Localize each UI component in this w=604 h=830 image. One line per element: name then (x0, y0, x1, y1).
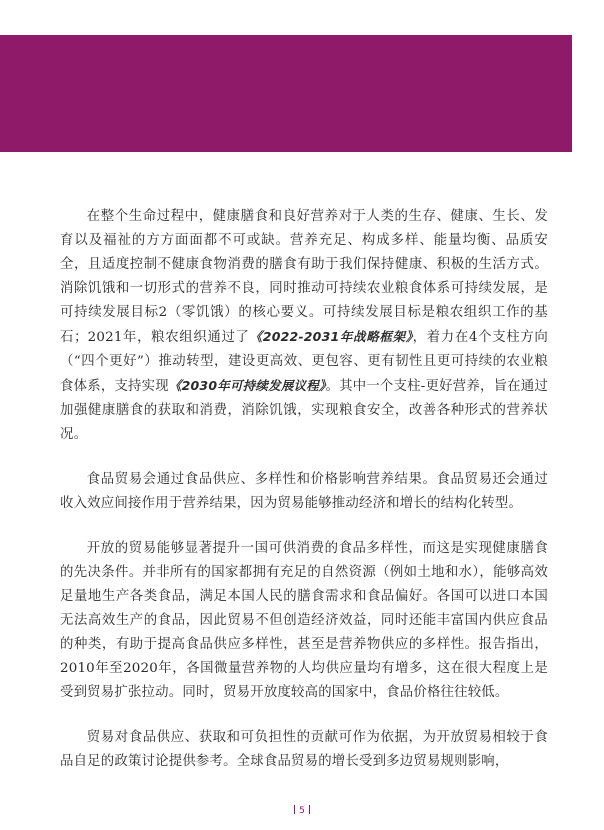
header-band (0, 35, 572, 152)
paragraph-1-text-c: 。其中一个支柱-更好营养，旨在通过加强健康膳食的获取和消费，消除饥饿，实现粮食安全，改善各种形式的营养状况。 (60, 379, 548, 442)
paragraph-3: 开放的贸易能够显著提升一国可供消费的食品多样性，而这是实现健康膳食的先决条件。并非所有的国家都拥有充足的自然资源（例如土地和水），能够高效足量地生产各类食品，满足本国人民的膳食需求和食品偏好。各国可以进口本国无法高效生产的食品，因此贸易不但创造经济效益，同时还能丰富国内供应食品的种类，有助于提高食品供应多样性，甚至是营养物供应的多样性。报告指出，2010年至2020年，各国微量营养物的人均供应量均有增多，这在很大程度上是受到贸易扩张拉动。同时，贸易开放度较高的国家中，食品价格往往较低。 (60, 541, 548, 700)
paragraph-1 (60, 205, 548, 447)
page-number-divider-left (294, 805, 295, 814)
page-number: 5 (299, 806, 305, 816)
paragraph-1-text-b: ，着力在4个支柱方向（“四个更好”）推动转型，建设更高效、更包容、更有韧性且更可持续的农业粮食体系，支持实现 (60, 330, 549, 394)
strategic-framework-title: 《2022-2031年战略框架》 (249, 329, 413, 344)
paragraph-1-text-a: 在整个生命过程中，健康膳食和良好营养对于人类的生存、健康、生长、发育以及福祉的方方面面都不可或缺。营养充足、构成多样、能量均衡、品质安全，且适度控制不健康食物消费的膳食有助于我们保持健康、积极的生活方式。消除饥饿和一切形式的营养不良，同时推动可持续农业粮食体系可持续发展，是可持续发展目标2（零饥饿）的核心要义。可持续发展目标是粮农组织工作的基石；2021年，粮农组织通过了 (60, 209, 548, 345)
body-text (60, 205, 548, 795)
page-footer (0, 805, 604, 816)
paragraph-4: 贸易对食品供应、获取和可负担性的贡献可作为依据，为开放贸易相较于食品自足的政策讨论提供参考。全球食品贸易的增长受到多边贸易规则影响， (60, 730, 548, 769)
paragraph-2: 食品贸易会通过食品供应、多样性和价格影响营养结果。食品贸易还会通过收入效应间接作用于营养结果，因为贸易能够推动经济和增长的结构化转型。 (60, 472, 548, 511)
page-number-divider-right (309, 805, 310, 814)
agenda-2030-title: 《2030年可持续发展议程》 (168, 378, 326, 393)
